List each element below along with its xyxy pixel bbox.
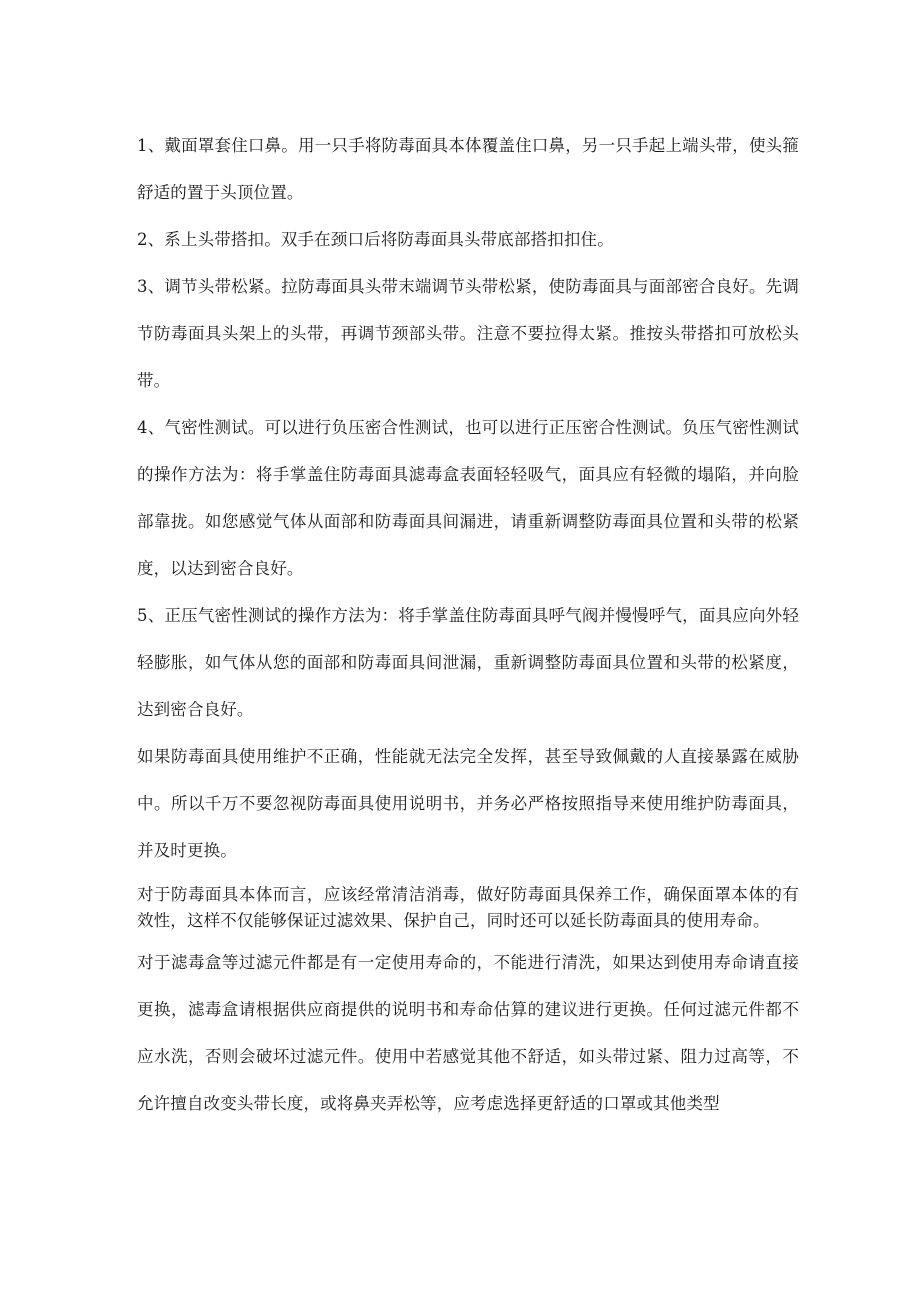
step-3-paragraph: 3、调节头带松紧。拉防毒面具头带末端调节头带松紧，使防毒面具与面部密合良好。先调节防毒面具头架上的头带，再调节颈部头带。注意不要拉得太紧。推按头带搭扣可放松头带。 [137,277,799,390]
mask-body-care-paragraph: 对于防毒面具本体而言，应该经常清洁消毒，做好防毒面具保养工作，确保面罩本体的有效性，这样不仅能够保证过滤效果、保护自己，同时还可以延长防毒面具的使用寿命。 [137,885,799,930]
document-body [137,122,799,1127]
maintenance-warning-paragraph: 如果防毒面具使用维护不正确，性能就无法完全发挥，甚至导致佩戴的人直接暴露在威胁中。所以千万不要忽视防毒面具使用说明书，并务必严格按照指导来使用维护防毒面具，并及时更换。 [137,747,799,860]
step-2-paragraph: 2、系上头带搭扣。双手在颈口后将防毒面具头带底部搭扣扣住。 [137,230,614,249]
step-5-paragraph: 5、正压气密性测试的操作方法为：将手掌盖住防毒面具呼气阀并慢慢呼气，面具应向外轻轻膨胀，如气体从您的面部和防毒面具间泄漏，重新调整防毒面具位置和头带的松紧度，达到密合良好。 [137,606,799,719]
step-1-paragraph: 1、戴面罩套住口鼻。用一只手将防毒面具本体覆盖住口鼻，另一只手起上端头带，使头箍舒适的置于头顶位置。 [137,136,799,202]
step-4-paragraph: 4、气密性测试。可以进行负压密合性测试，也可以进行正压密合性测试。负压气密性测试的操作方法为：将手掌盖住防毒面具滤毒盒表面轻轻吸气，面具应有轻微的塌陷，并向脸部靠拢。如您感觉气体从面部和防毒面具间漏进，请重新调整防毒面具位置和头带的松紧度，以达到密合良好。 [137,418,799,578]
filter-replacement-paragraph: 对于滤毒盒等过滤元件都是有一定使用寿命的，不能进行清洗，如果达到使用寿命请直接更换，滤毒盒请根据供应商提供的说明书和寿命估算的建议进行更换。任何过滤元件都不应水洗，否则会破坏过滤元件。使用中若感觉其他不舒适，如头带过紧、阻力过高等，不允许擅自改变头带长度，或将鼻夹弄松等，应考虑选择更舒适的口罩或其他类型 [137,953,799,1113]
